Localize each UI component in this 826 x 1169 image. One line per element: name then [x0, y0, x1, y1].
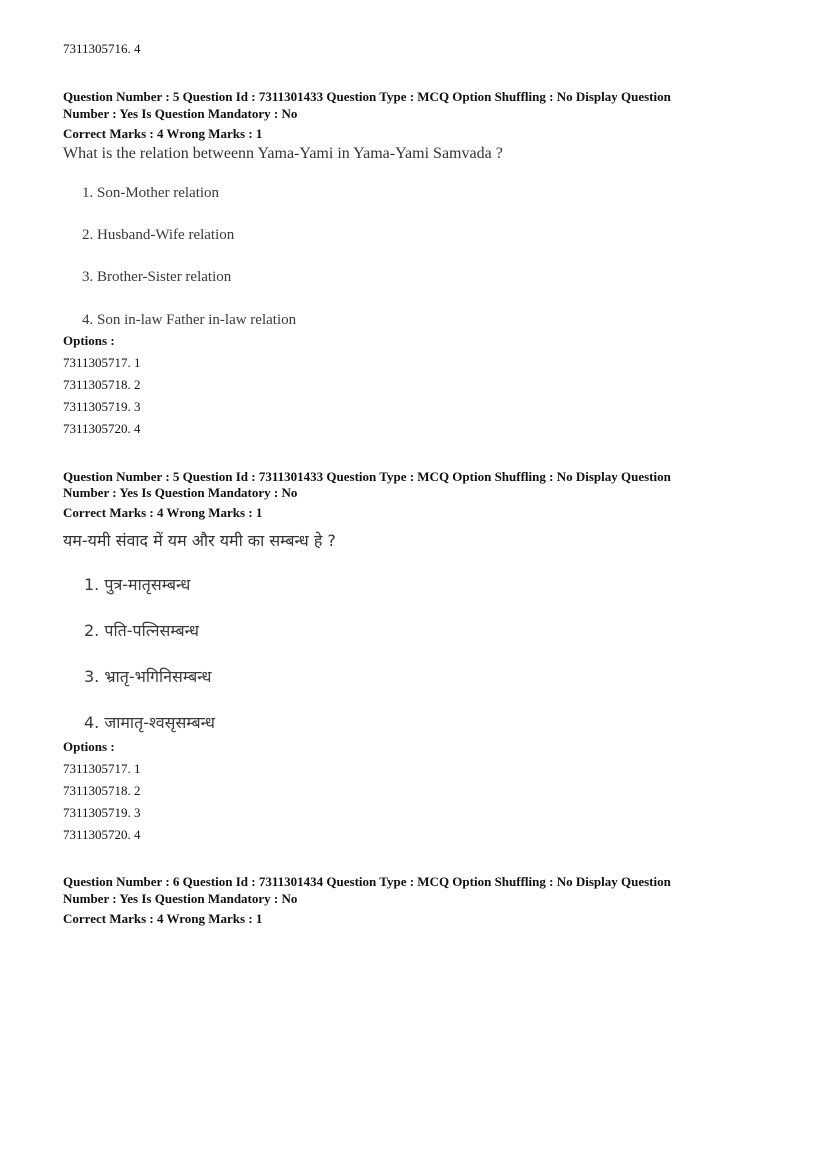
- choice-2-hindi: 2. पति-पत्निसम्बन्ध: [84, 621, 199, 640]
- question-marks: Correct Marks : 4 Wrong Marks : 1: [63, 911, 263, 926]
- options-label: Options :: [63, 333, 115, 348]
- choice-4-hindi: 4. जामातृ-श्वसृसम्बन्ध: [84, 713, 215, 732]
- question-meta-line2: Number : Yes Is Question Mandatory : No: [63, 485, 298, 500]
- option-id-1: 7311305717. 1: [63, 355, 141, 370]
- option-id-4: 7311305720. 4: [63, 827, 141, 842]
- choice-3-hindi: 3. भ्रातृ-भगिनिसम्बन्ध: [84, 667, 212, 686]
- question-meta-line2: Number : Yes Is Question Mandatory : No: [63, 106, 298, 121]
- question-meta-line1: Question Number : 5 Question Id : 7311301433 Question Type : MCQ Option Shuffling : No Display Question: [63, 89, 671, 104]
- question-marks: Correct Marks : 4 Wrong Marks : 1: [63, 126, 263, 141]
- option-id-3: 7311305719. 3: [63, 399, 141, 414]
- question-text-hindi: यम-यमी संवाद में यम और यमी का सम्बन्ध हे ?: [63, 531, 336, 550]
- question-meta-line1: Question Number : 5 Question Id : 7311301433 Question Type : MCQ Option Shuffling : No Display Question: [63, 469, 671, 484]
- choice-1-hindi: 1. पुत्र-मातृसम्बन्ध: [84, 575, 191, 594]
- option-id-4: 7311305720. 4: [63, 421, 141, 436]
- question-marks: Correct Marks : 4 Wrong Marks : 1: [63, 505, 263, 520]
- options-label: Options :: [63, 739, 115, 754]
- choice-1: 1. Son-Mother relation: [82, 185, 220, 201]
- option-id-2: 7311305718. 2: [63, 783, 141, 798]
- question-meta-line1: Question Number : 6 Question Id : 7311301434 Question Type : MCQ Option Shuffling : No Display Question: [63, 874, 671, 889]
- choice-3: 3. Brother-Sister relation: [82, 269, 232, 285]
- choice-2: 2. Husband-Wife relation: [82, 227, 235, 243]
- question-text: What is the relation betweenn Yama-Yami in Yama-Yami Samvada ?: [63, 145, 503, 162]
- previous-option-id: 7311305716. 4: [63, 41, 141, 56]
- option-id-1: 7311305717. 1: [63, 761, 141, 776]
- choice-4: 4. Son in-law Father in-law relation: [82, 312, 297, 328]
- option-id-3: 7311305719. 3: [63, 805, 141, 820]
- question-meta-line2: Number : Yes Is Question Mandatory : No: [63, 891, 298, 906]
- option-id-2: 7311305718. 2: [63, 377, 141, 392]
